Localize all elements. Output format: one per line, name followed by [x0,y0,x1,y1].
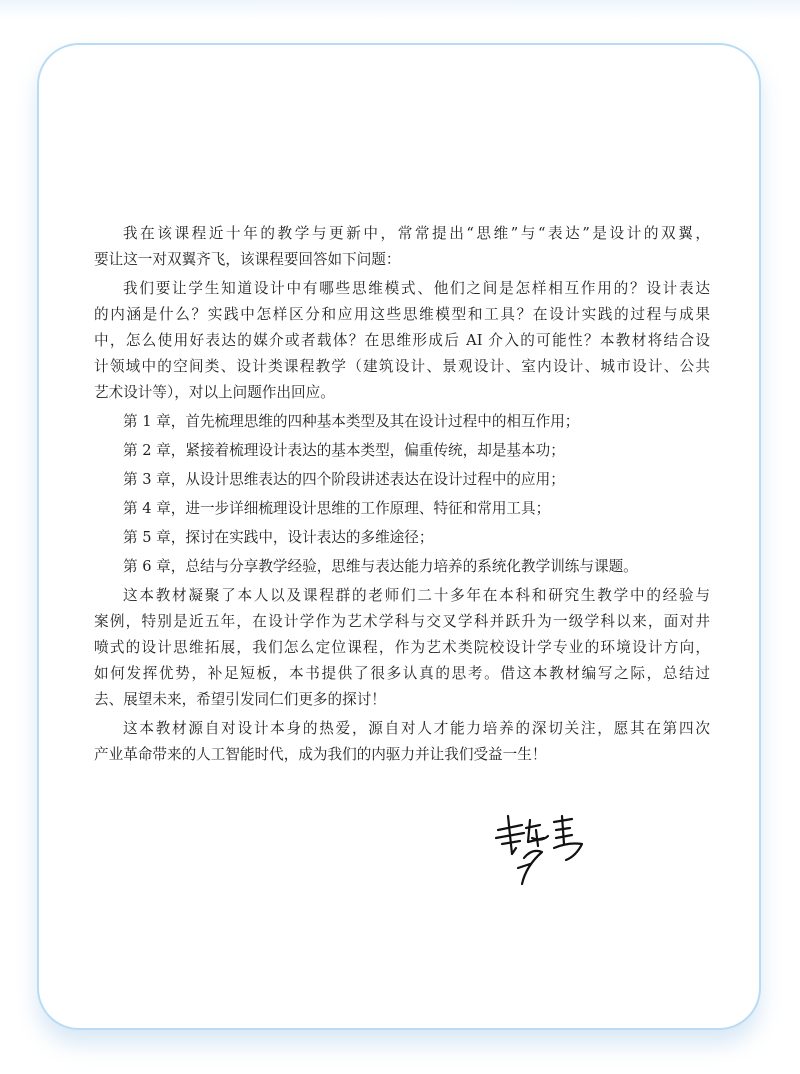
text-line: 我在该课程近十年的教学与更新中，常常提出“思维”与“表达”是设计的双翼， [123,225,710,242]
text-line: 这本教材凝聚了本人以及课程群的老师们二十多年在本科和研究生教学中的经验与 [123,587,710,604]
paragraph [94,496,710,522]
paragraph [94,221,710,273]
paragraph [94,583,710,713]
paragraph [94,467,710,493]
preface-text [94,221,710,771]
text-line: 喷式的设计思维拓展，我们怎么定位课程，作为艺术类院校设计学专业的环境设计方向， [94,639,710,656]
author-signature [492,808,592,888]
paragraph [94,525,710,551]
text-line: 我们要让学生知道设计中有哪些思维模式、他们之间是怎样相互作用的？设计表达 [123,280,710,297]
text-line: 去、展望未来，希望引发同仁们更多的探讨！ [94,691,386,708]
text-line: 第 4 章，进一步详细梳理设计思维的工作原理、特征和常用工具； [123,500,551,517]
paragraph [94,276,710,406]
text-line: 如何发挥优势，补足短板，本书提供了很多认真的思考。借这本教材编写之际，总结过 [94,665,710,682]
text-line: 产业革命带来的人工智能时代，成为我们的内驱力并让我们受益一生！ [94,746,547,763]
text-line: 的内涵是什么？实践中怎样区分和应用这些思维模型和工具？在设计实践的过程与成果 [94,306,710,323]
text-line: 计领域中的空间类、设计类课程教学（建筑设计、景观设计、室内设计、城市设计、公共 [94,358,710,375]
text-line: 案例，特别是近五年，在设计学作为艺术学科与交叉学科并跃升为一级学科以来，面对井 [94,613,710,630]
text-line: 第 2 章，紧接着梳理设计表达的基本类型，偏重传统，却是基本功； [123,442,565,459]
text-line: 这本教材源自对设计本身的热爱，源自对人才能力培养的深切关注，愿其在第四次 [123,720,710,737]
paragraph [94,554,710,580]
paragraph [94,716,710,768]
text-line: 中，怎么使用好表达的媒介或者载体？在思维形成后 AI 介入的可能性？本教材将结合设 [94,332,710,349]
paragraph [94,409,710,435]
text-line: 要让这一对双翼齐飞，该课程要回答如下问题： [94,251,401,268]
top-fade [0,0,800,20]
text-line: 第 6 章，总结与分享教学经验，思维与表达能力培养的系统化教学训练与课题。 [123,558,638,575]
text-line: 第 3 章，从设计思维表达的四个阶段讲述表达在设计过程中的应用； [123,471,565,488]
text-line: 第 5 章，探讨在实践中，设计表达的多维途径； [123,529,434,546]
text-line: 艺术设计等），对以上问题作出回应。 [94,384,335,401]
paragraph [94,438,710,464]
text-line: 第 1 章，首先梳理思维的四种基本类型及其在设计过程中的相互作用； [123,413,580,430]
